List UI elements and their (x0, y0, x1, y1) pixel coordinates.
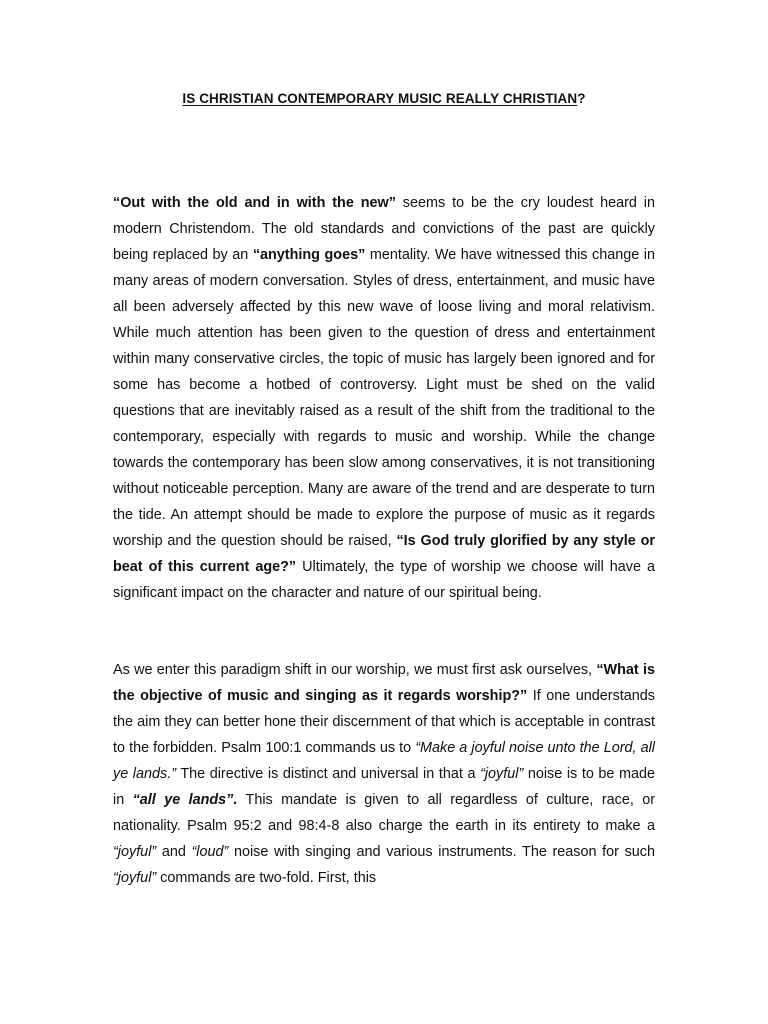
p2-text-3: If one understands the aim they can better hone their discernment of that which is acceptable in contrast to the forbidden. Psalm 100:1 commands us to (113, 688, 655, 756)
p1-text-2: seems to be the cry loudest heard in modern Christendom. The old standards and convictions of the past are quickly being replaced by an (113, 195, 656, 263)
quote-all-ye-lands: “all ye lands”. (132, 792, 238, 808)
question-is-god-glorified: “Is God truly glorified by any style or beat of this current age?” (113, 533, 656, 575)
word-joyful-1: “joyful” (480, 766, 524, 782)
word-joyful-3: “joyful” (113, 870, 157, 886)
quote-anything-goes: “anything goes” (252, 247, 366, 263)
p2-text-7: noise is to be made in (113, 766, 656, 808)
quote-out-with-the-old: “Out with the old and in with the new” (113, 195, 396, 211)
word-loud: “loud” (191, 844, 229, 860)
question-objective-of-music: “What is the objective of music and singing as it regards worship?” (113, 662, 655, 704)
quote-psalm-100-1: “Make a joyful noise unto the Lord, all ye lands.” (113, 740, 655, 782)
title-underlined-text: IS CHRISTIAN CONTEMPORARY MUSIC REALLY CHRISTIAN (182, 91, 578, 106)
p2-text-11: and (156, 844, 192, 860)
p2-text-5: The directive is distinct and universal in that a (176, 766, 481, 782)
title-suffix: ? (577, 91, 586, 106)
paragraph-2 (113, 657, 655, 891)
p1-text-6: Ultimately, the type of worship we choose will have a significant impact on the character and nature of our spiritual being. (113, 559, 655, 601)
paragraph-1 (113, 190, 655, 606)
word-joyful-2: “joyful” (113, 844, 157, 860)
p2-text-15: commands are two-fold. First, this (156, 870, 377, 886)
p2-text-13: noise with singing and various instruments. The reason for such (228, 844, 655, 860)
p2-text-9: This mandate is given to all regardless of culture, race, or nationality. Psalm 95:2 and 98:4-8 also charge the earth in its entirety to make a (113, 792, 656, 834)
p1-text-4: mentality. We have witnessed this change in many areas of modern conversation. Styles of dress, entertainment, and music have all been adversely affected by this new wave of loose living and moral relativism. While much attention has been given to the question of dress and entertainment within many conservative circles, the topic of music has largely been ignored and for some has become a hotbed of controversy. Light must be shed on the valid questions that are inevitably raised as a result of the shift from the traditional to the contemporary, especially with regards to music and worship. While the change towards the contemporary has been slow among conservatives, it is not transitioning without noticeable perception. Many are aware of the trend and are desperate to turn the tide. An attempt should be made to explore the purpose of music as it regards worship and the question should be raised, (113, 247, 655, 549)
page-title (0, 91, 768, 106)
p2-text-1: As we enter this paradigm shift in our worship, we must first ask ourselves, (113, 662, 597, 678)
